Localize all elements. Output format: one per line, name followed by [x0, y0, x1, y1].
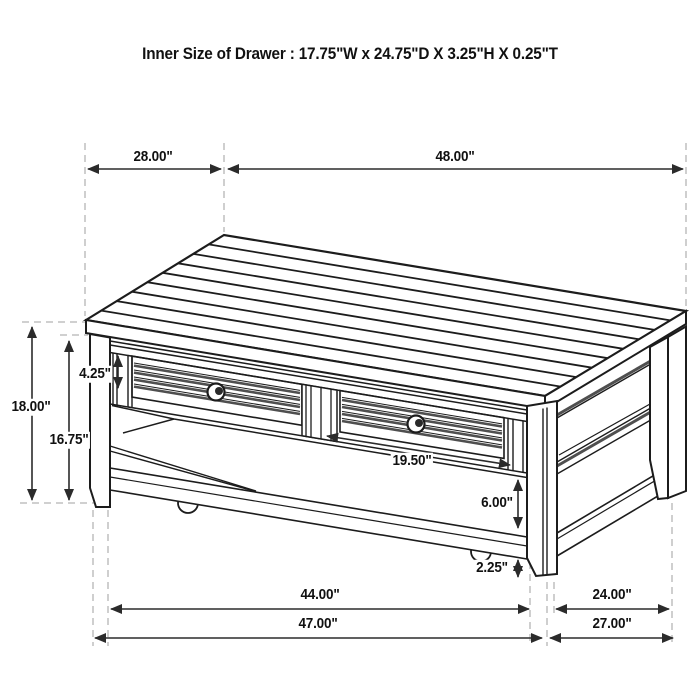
dim-label-side-leg-span: 24.00": [592, 585, 632, 603]
dim-label-foot-height: 2.25": [476, 558, 508, 576]
front-right-leg: [527, 401, 557, 576]
right-stile: [508, 418, 523, 472]
left-stile: [113, 353, 132, 408]
front-left-leg: [90, 334, 110, 507]
dim-label-overall-depth: 27.00": [592, 614, 632, 632]
drawer-knob-left-shade: [215, 387, 223, 395]
table-drawing: [86, 235, 686, 576]
back-right-leg: [650, 327, 686, 500]
dim-label-overall-height: 18.00": [11, 397, 51, 415]
dim-label-drawer-face: 4.25": [79, 364, 111, 382]
page-title: Inner Size of Drawer : 17.75"W x 24.75"D X 3.25"H X 0.25"T: [142, 44, 558, 63]
dim-label-drawer-width: 19.50": [392, 451, 432, 469]
dim-label-base-height: 16.75": [49, 430, 89, 448]
dim-label-top-depth: 28.00": [133, 147, 173, 165]
drawer-knob-right-shade: [415, 419, 423, 427]
tabletop: [86, 235, 686, 409]
dim-label-shelf-opening: 6.00": [481, 493, 513, 511]
dashed-guides: [20, 143, 686, 646]
dim-label-overall-width: 47.00": [298, 614, 338, 632]
bottom-stretcher: [110, 468, 527, 559]
drawer-right: [340, 391, 504, 459]
drawer-divider: [302, 384, 337, 441]
dim-label-top-width: 48.00": [435, 147, 475, 165]
dim-label-front-leg-span: 44.00": [300, 585, 340, 603]
